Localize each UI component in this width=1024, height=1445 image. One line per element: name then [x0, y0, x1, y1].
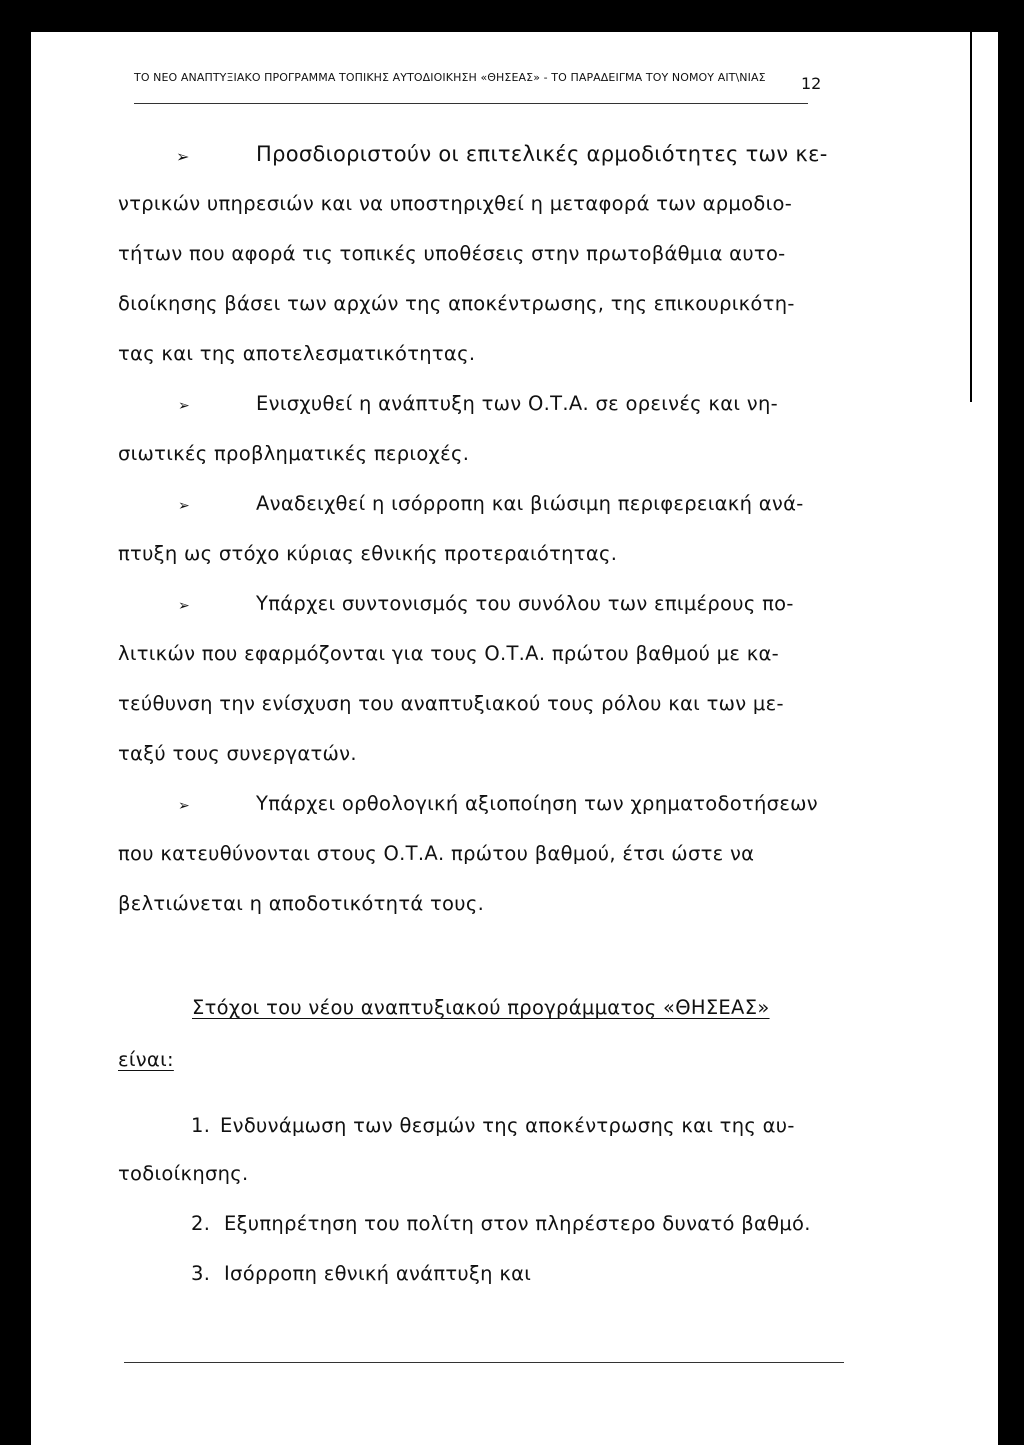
arrowhead-bullet-icon: ➢	[178, 598, 190, 614]
goal-3-number: 3.	[191, 1262, 211, 1285]
section-heading: Στόχοι του νέου αναπτυξιακού προγράμματος «ΘΗΣΕΑΣ»	[192, 996, 770, 1019]
goal-1-continuation: τοδιοίκησης.	[118, 1162, 249, 1185]
document-page	[28, 32, 998, 1445]
bullet-2-line-2: σιωτικές προβληματικές περιοχές.	[118, 442, 470, 465]
bullet-3-line-1: Αναδειχθεί η ισόρροπη και βιώσιμη περιφερειακή ανά-	[256, 492, 804, 515]
bullet-4-line-3: τεύθυνση την ενίσχυση του αναπτυξιακού τους ρόλου και των με-	[118, 692, 784, 715]
bullet-4-line-1: Υπάρχει συντονισμός του συνόλου των επιμέρους πο-	[256, 592, 794, 615]
bullet-3-line-2: πτυξη ως στόχο κύριας εθνικής προτεραιότητας.	[118, 542, 618, 565]
bullet-1-line-3: τήτων που αφορά τις τοπικές υποθέσεις στην πρωτοβάθμια αυτο-	[118, 242, 786, 265]
bullet-5-line-2: που κατευθύνονται στους Ο.Τ.Α. πρώτου βαθμού, έτσι ώστε να	[118, 842, 755, 865]
scan-edge-left	[28, 32, 31, 1445]
goal-2-number: 2.	[191, 1212, 211, 1235]
bullet-4-line-2: λιτικών που εφαρμόζονται για τους Ο.Τ.Α. πρώτου βαθμού με κα-	[118, 642, 779, 665]
goal-2-text: Εξυπηρέτηση του πολίτη στον πληρέστερο δυνατό βαθμό.	[224, 1212, 811, 1235]
section-heading-continuation: είναι:	[118, 1048, 174, 1071]
goal-3-text: Ισόρροπη εθνική ανάπτυξη και	[224, 1262, 532, 1285]
arrowhead-bullet-icon: ➢	[178, 798, 190, 814]
arrowhead-bullet-icon: ➢	[176, 147, 190, 166]
footer-rule	[124, 1362, 844, 1363]
bullet-1-line-1: Προσδιοριστούν οι επιτελικές αρμοδιότητες των κε-	[256, 142, 828, 166]
header-rule	[134, 103, 808, 104]
running-header: ΤΟ ΝΕΟ ΑΝΑΠΤΥΞΙΑΚΟ ΠΡΟΓΡΑΜΜΑ ΤΟΠΙΚΗΣ ΑΥΤΟΔΙΟΙΚΗΣΗ «ΘΗΣΕΑΣ» - ΤΟ ΠΑΡΑΔΕΙΓΜΑ ΤΟΥ ΝΟΜΟΥ ΑΙΤ\ΝΙΑΣ	[134, 71, 766, 84]
bullet-5-line-3: βελτιώνεται η αποδοτικότητά τους.	[118, 892, 485, 915]
bullet-5-line-1: Υπάρχει ορθολογική αξιοποίηση των χρηματοδοτήσεων	[256, 792, 818, 815]
bullet-1-line-4: διοίκησης βάσει των αρχών της αποκέντρωσης, της επικουρικότη-	[118, 292, 795, 315]
goal-1-number: 1.	[191, 1114, 211, 1137]
scan-edge-right	[970, 32, 972, 402]
arrowhead-bullet-icon: ➢	[178, 498, 190, 514]
bullet-4-line-4: ταξύ τους συνεργατών.	[118, 742, 357, 765]
bullet-1-line-2: ντρικών υπηρεσιών και να υποστηριχθεί η μεταφορά των αρμοδιο-	[118, 192, 793, 215]
page-number: 12	[801, 74, 822, 93]
arrowhead-bullet-icon: ➢	[178, 398, 190, 414]
bullet-1-line-5: τας και της αποτελεσματικότητας.	[118, 342, 476, 365]
bullet-2-line-1: Ενισχυθεί η ανάπτυξη των Ο.Τ.Α. σε ορεινές και νη-	[256, 392, 778, 415]
goal-1-text: Ενδυνάμωση των θεσμών της αποκέντρωσης και της αυ-	[220, 1114, 795, 1137]
